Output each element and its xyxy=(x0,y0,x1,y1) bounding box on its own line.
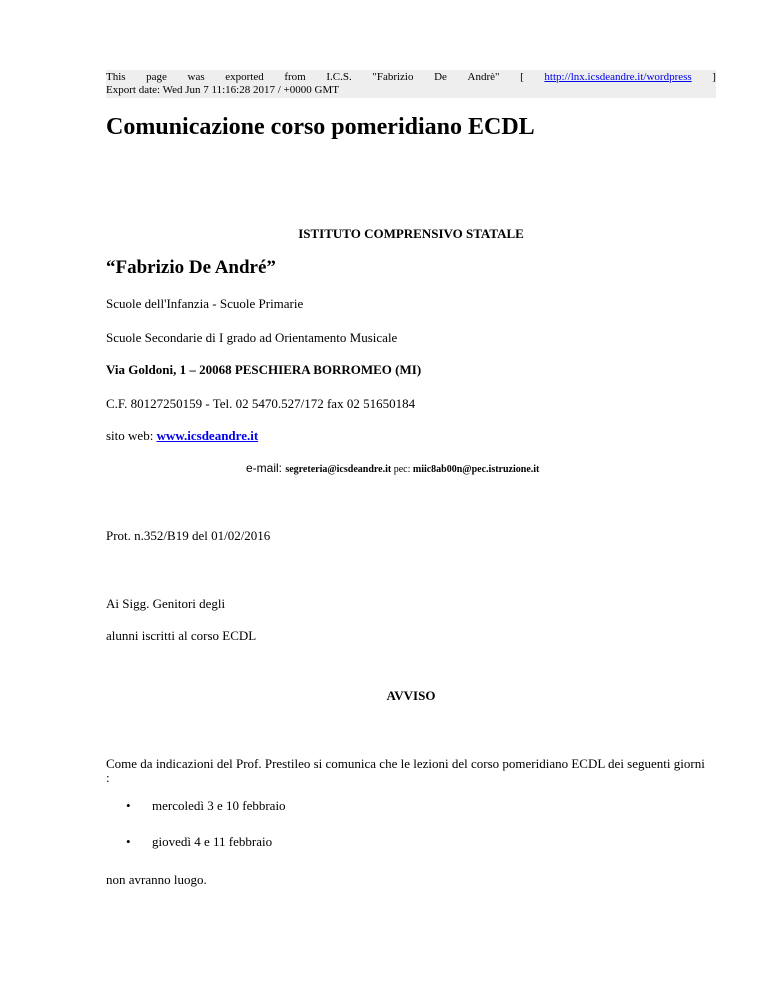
protocol-number: Prot. n.352/B19 del 01/02/2016 xyxy=(106,528,271,543)
bullet-icon: • xyxy=(126,834,131,849)
export-date: Export date: Wed Jun 7 11:16:28 2017 / +0000 GMT xyxy=(106,84,339,96)
export-header xyxy=(106,70,716,98)
notice-heading: AVVISO xyxy=(386,688,436,703)
bullet-icon: • xyxy=(126,798,131,813)
email-line xyxy=(246,460,539,478)
export-word: I.C.S. xyxy=(326,71,352,83)
email-address: segreteria@icsdeandre.it xyxy=(285,464,392,475)
list-item-text: giovedì 4 e 11 febbraio xyxy=(152,834,273,849)
address-line: Via Goldoni, 1 – 20068 PESCHIERA BORROMEO (MI) xyxy=(106,362,422,377)
page-title: Comunicazione corso pomeridiano ECDL xyxy=(106,114,535,140)
body-paragraph-line-2: : xyxy=(106,770,110,785)
export-word: page xyxy=(146,71,167,83)
days-list xyxy=(106,798,286,870)
export-word: [ xyxy=(520,71,524,83)
email-label: e-mail: xyxy=(246,461,286,475)
export-word: "Fabrizio xyxy=(372,71,414,83)
export-word: was xyxy=(187,71,205,83)
website-label: sito web: xyxy=(106,428,157,443)
website-line xyxy=(106,428,258,444)
source-link[interactable]: http://lnx.icsdeandre.it/wordpress xyxy=(544,71,692,83)
school-secondary-line: Scuole Secondarie di I grado ad Orientamento Musicale xyxy=(106,330,398,345)
pec-label: pec: xyxy=(391,464,413,475)
export-word: Andrè" xyxy=(467,71,500,83)
recipient-line-1: Ai Sigg. Genitori degli xyxy=(106,596,226,611)
list-item-text: mercoledì 3 e 10 febbraio xyxy=(152,798,286,813)
list-item xyxy=(106,798,286,814)
website-link[interactable]: www.icsdeandre.it xyxy=(156,428,259,443)
export-word: De xyxy=(434,71,447,83)
export-word: from xyxy=(284,71,306,83)
pec-address: miic8ab00n@pec.istruzione.it xyxy=(412,464,540,475)
list-item xyxy=(106,834,286,850)
export-word: ] xyxy=(712,71,716,83)
institute-heading: ISTITUTO COMPRENSIVO STATALE xyxy=(298,226,524,241)
school-name: “Fabrizio De André” xyxy=(106,257,276,278)
school-types-line: Scuole dell'Infanzia - Scuole Primarie xyxy=(106,296,304,311)
body-paragraph-line-1: Come da indicazioni del Prof. Prestileo si comunica che le lezioni del corso pomeridiano ECDL dei seguenti giorni xyxy=(106,756,705,771)
closing-line: non avranno luogo. xyxy=(106,872,207,887)
contacts-line: C.F. 80127250159 - Tel. 02 5470.527/172 fax 02 51650184 xyxy=(106,396,416,411)
export-word: This xyxy=(106,71,126,83)
recipient-line-2: alunni iscritti al corso ECDL xyxy=(106,628,257,643)
export-word: exported xyxy=(225,71,264,83)
export-line-1 xyxy=(106,71,716,84)
